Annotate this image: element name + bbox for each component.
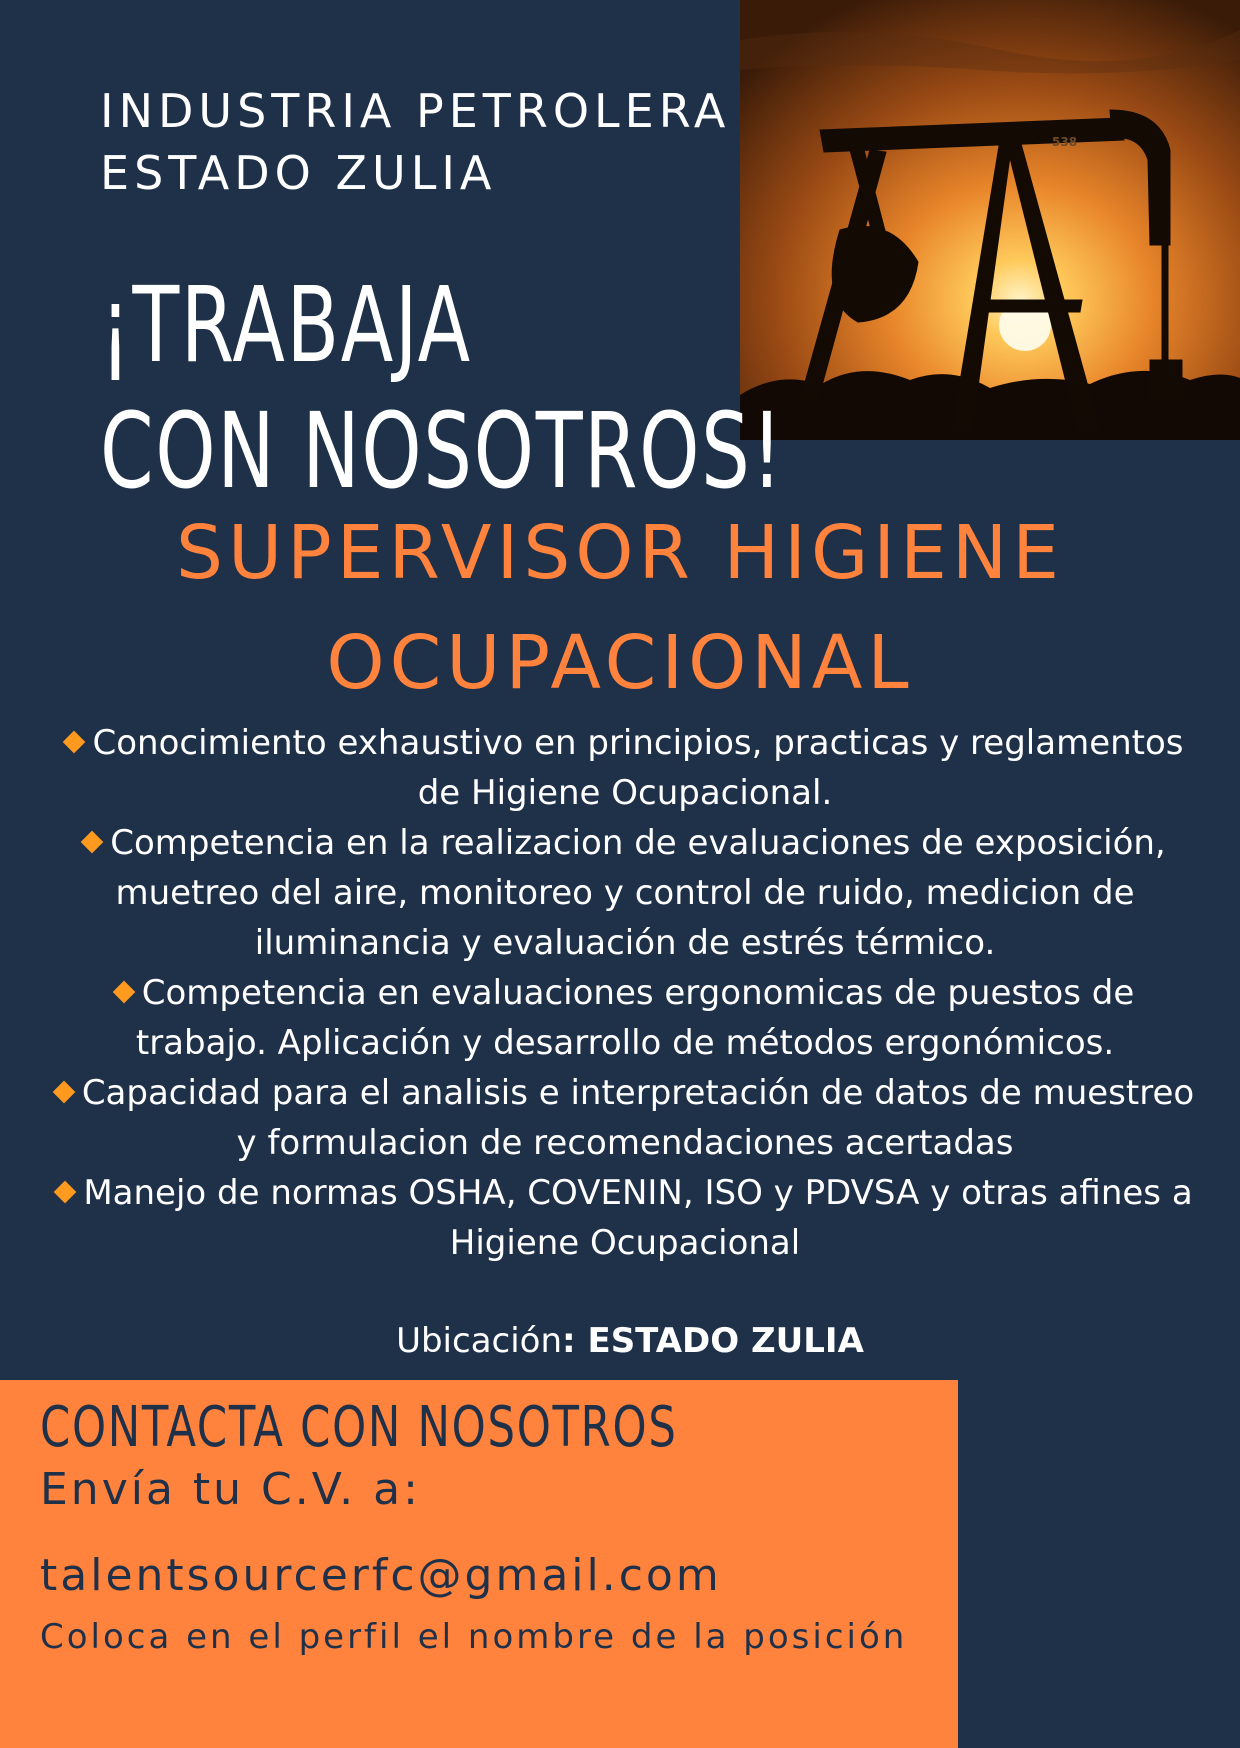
location-line — [0, 1318, 1240, 1364]
contact-title: CONTACTA CON NOSOTROS — [40, 1395, 678, 1460]
diamond-bullet-icon — [81, 831, 104, 854]
kicker-line-state: ESTADO ZULIA — [100, 146, 497, 200]
oil-pumpjack-photo — [740, 0, 1240, 440]
position-title-line-1: SUPERVISOR HIGIENE — [176, 510, 1064, 596]
requirement-text: Competencia en la realizacion de evaluaciones de exposición, muetreo del aire, monitoreo y control de ruido, medicion de iluminancia y evaluación de estrés térmico. — [110, 823, 1166, 963]
position-title — [0, 498, 1240, 718]
requirements-list — [50, 718, 1200, 1268]
headline-line-1: ¡TRABAJA — [100, 264, 472, 386]
industry-kicker — [100, 80, 730, 204]
diamond-bullet-icon — [63, 731, 86, 754]
diamond-bullet-icon — [54, 1181, 77, 1204]
location-label: Ubicación — [396, 1321, 563, 1361]
location-value: : ESTADO ZULIA — [562, 1321, 864, 1361]
diamond-bullet-icon — [52, 1081, 75, 1104]
requirement-text: Manejo de normas OSHA, COVENIN, ISO y PDVSA y otras afines a Higiene Ocupacional — [83, 1173, 1193, 1263]
profile-note: Coloca en el perfil el nombre de la posición — [40, 1617, 908, 1657]
requirement-item — [50, 968, 1200, 1068]
pump-number-text: 538 — [1052, 135, 1078, 149]
send-cv-label: Envía tu C.V. a: — [40, 1464, 421, 1515]
requirement-item — [50, 718, 1200, 818]
requirement-item — [50, 1068, 1200, 1168]
diamond-bullet-icon — [112, 981, 135, 1004]
position-title-line-2: OCUPACIONAL — [326, 620, 914, 706]
headline — [100, 262, 784, 514]
requirement-text: Conocimiento exhaustivo en principios, practicas y reglamentos de Higiene Ocupacional. — [92, 723, 1184, 813]
requirement-text: Competencia en evaluaciones ergonomicas de puestos de trabajo. Aplicación y desarrollo de métodos ergonómicos. — [135, 973, 1135, 1063]
headline-line-2: CON NOSOTROS! — [100, 390, 784, 512]
requirement-item — [50, 818, 1200, 968]
kicker-line-industry: INDUSTRIA PETROLERA — [100, 84, 731, 138]
requirement-item — [50, 1168, 1200, 1268]
contact-email[interactable]: talentsourcerfc@gmail.com — [40, 1550, 722, 1601]
pumpjack-illustration — [740, 0, 1240, 440]
requirement-text: Capacidad para el analisis e interpretación de datos de muestreo y formulacion de recomendaciones acertadas — [81, 1073, 1195, 1163]
